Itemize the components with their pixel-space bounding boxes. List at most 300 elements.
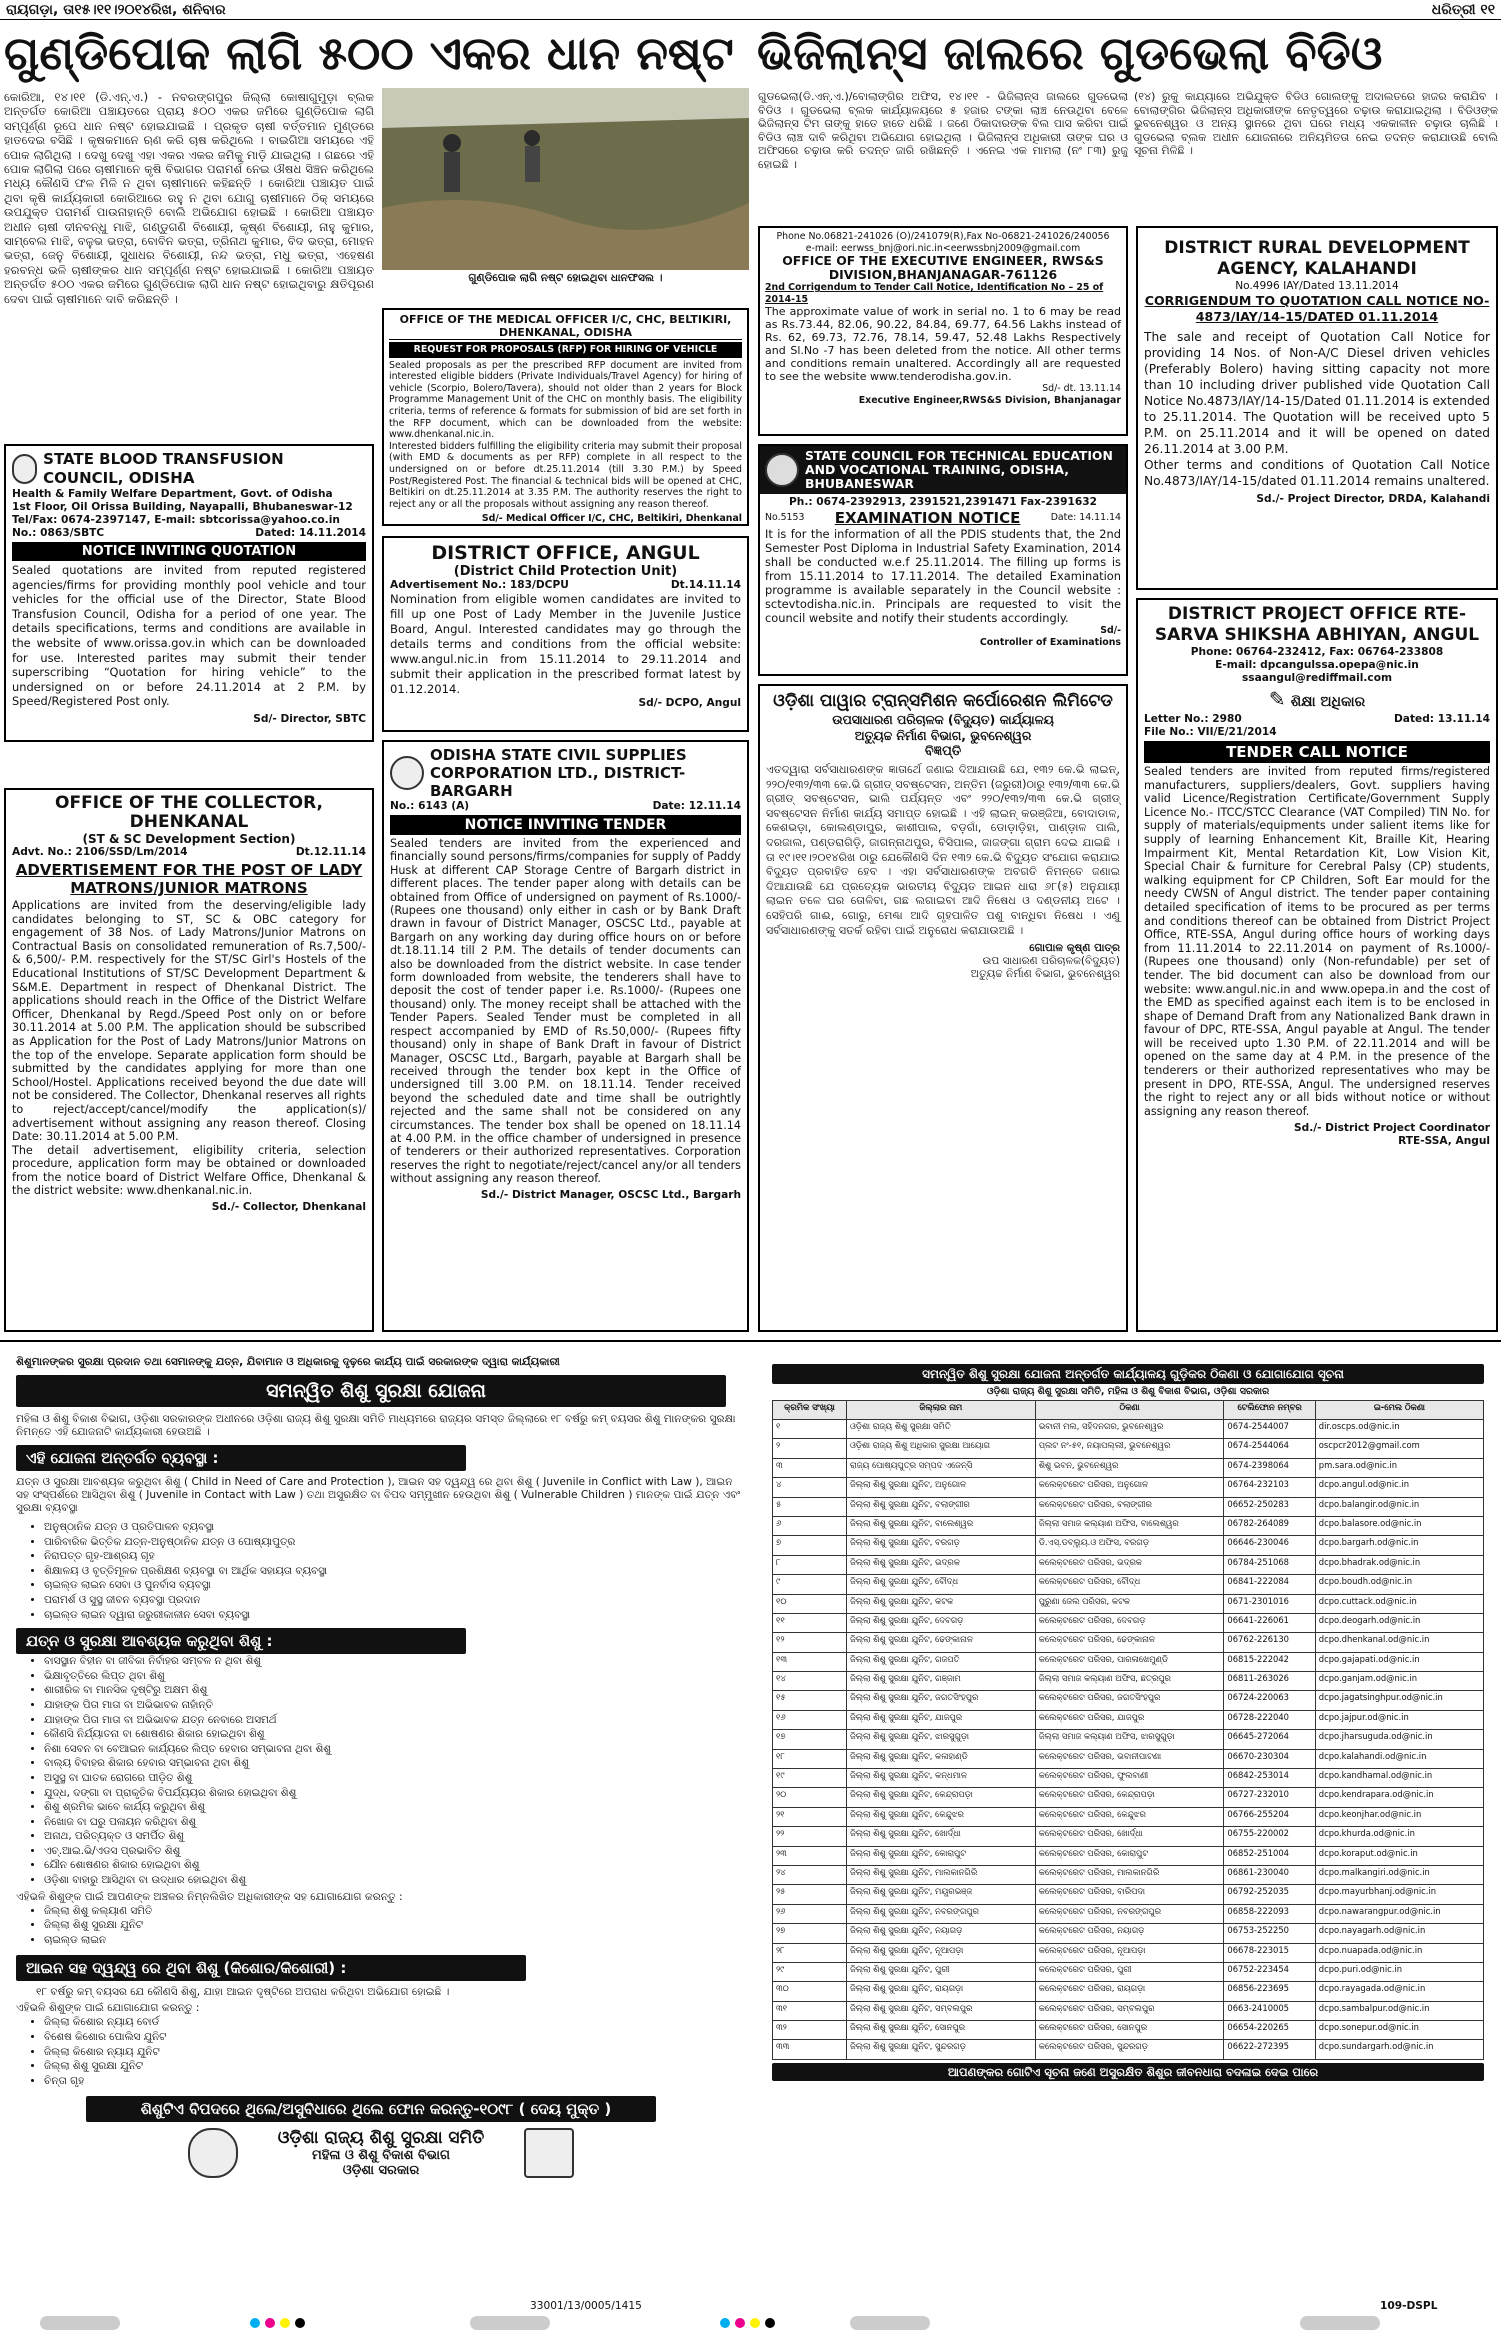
table-row	[773, 1497, 1484, 1516]
table-cell: dcpo.bhadrak.od@nic.in	[1315, 1555, 1483, 1574]
icps-list2-item: • ବାଲ୍ୟ ବିବାହର ଶିକାର ହେବାର ସମ୍ଭାବନା ଥିବା ଶିଶୁ	[44, 1756, 746, 1771]
ad-oscsc-sign: Sd./- District Manager, OSCSC Ltd., Bargarh	[480, 1188, 741, 1201]
contacts-header-row	[773, 1400, 1484, 1419]
table-cell: 06622-272395	[1224, 2040, 1315, 2059]
table-cell: ୪	[773, 1478, 847, 1497]
ad-angul-no: Advertisement No.: 183/DCPU	[390, 579, 569, 591]
ad-collector-no: Advt. No.: 2106/SSD/Lm/2014	[12, 846, 188, 858]
table-cell: ୨୪	[773, 1865, 847, 1884]
table-cell: dcpo.boudh.od@nic.in	[1315, 1575, 1483, 1594]
icps-list2	[16, 1654, 746, 1888]
table-cell: ଜିଲ୍ଲା ଶିଶୁ ସୁରକ୍ଷା ଯୁନିଟ, ନବରଙ୍ଗପୁର	[846, 1904, 1035, 1923]
icps-list1-item: • ଚାଇଲ୍ଡ ଲାଇନ ଦ୍ୱାରା ଜରୁରୀକାଳୀନ ସେବା ବ୍ୟବସ୍ଥା	[44, 1608, 746, 1623]
table-cell: ଜିଲ୍ଲା ଶିଶୁ ସୁରକ୍ଷା ଯୁନିଟ, ମୟୂରଭଞ୍ଜ	[846, 1885, 1035, 1904]
table-cell: dcpo.deogarh.od@nic.in	[1315, 1613, 1483, 1632]
ad-angul-sign: Sd/- DCPO, Angul	[638, 697, 741, 709]
ad-medical-sign: Sd/- Medical Officer I/C, CHC, Beltikiri, Dhenkanal	[481, 513, 742, 525]
table-cell: 06752-223454	[1224, 1962, 1315, 1981]
icps-list3-item: • ଚିନ୍ତା ଗୃହ	[44, 2074, 746, 2089]
table-cell: ୨୫	[773, 1885, 847, 1904]
table-cell: ୧	[773, 1419, 847, 1438]
icps-list2-item: • ଅନାଥ, ପରିତ୍ୟକ୍ତ ଓ ସମର୍ପିତ ଶିଶୁ	[44, 1829, 746, 1844]
table-row	[773, 1555, 1484, 1574]
ad-district-office-angul	[382, 536, 749, 732]
table-cell: ୨୭	[773, 1924, 847, 1943]
table-cell: ୧୧	[773, 1613, 847, 1632]
table-cell: ଓଡ଼ିଶା ରାଜ୍ୟ ଶିଶୁ ଅଧିକାର ସୁରକ୍ଷା ଆୟୋଗ	[846, 1439, 1035, 1458]
ad-collector-dhenkanal	[4, 788, 374, 1332]
ad-oscsc-bar: NOTICE INVITING TENDER	[390, 815, 741, 835]
ad-rwss-email: e-mail: eerwss_bnj@ori.nic.in<eerwssbnj2009@gmail.com	[805, 242, 1081, 254]
table-cell: ୧୫	[773, 1691, 847, 1710]
icps-list1-item: • ଶିକ୍ଷାଳୟ ଓ ବୃତ୍ତିମୂଳକ ପ୍ରଶିକ୍ଷଣ ବ୍ୟବସ୍ଥା ବା ଆର୍ଥିକ ସହାୟତା ବ୍ୟବସ୍ଥା	[44, 1564, 746, 1579]
table-cell: ଭବାନୀ ମଲ, ସହିଦନଗର, ଭୁବନେଶ୍ୱର	[1035, 1419, 1224, 1438]
table-cell: ଜିଲ୍ଲା ଶିଶୁ ସୁରକ୍ଷା ଯୁନିଟ, ମାଲକାନଗିରି	[846, 1865, 1035, 1884]
table-cell: oscpcr2012@gmail.com	[1315, 1439, 1483, 1458]
yellow-dot	[280, 2318, 290, 2328]
icps-contacts	[16, 1904, 746, 1948]
table-row	[773, 1439, 1484, 1458]
table-header-cell: କ୍ରମିକ ସଂଖ୍ୟା	[773, 1400, 847, 1419]
table-cell: 06724-220063	[1224, 1691, 1315, 1710]
table-cell: ୨୦	[773, 1788, 847, 1807]
table-cell: ୨୩	[773, 1846, 847, 1865]
table-cell: ଜିଲ୍ଲା ଶିଶୁ ସୁରକ୍ଷା ଯୁନିଟ, ପୁରୀ	[846, 1962, 1035, 1981]
icps-footer1: ଓଡ଼ିଶା ରାଜ୍ୟ ଶିଶୁ ସୁରକ୍ଷା ସମିତି	[277, 2128, 485, 2149]
table-cell: ଜିଲ୍ଲା ଶିଶୁ ସୁରକ୍ଷା ଯୁନିଟ, ଝାରସୁଗୁଡ଼ା	[846, 1730, 1035, 1749]
oscsc-logo-icon	[390, 756, 424, 790]
ad-code-left: 33001/13/0005/1415	[530, 2300, 642, 2312]
table-header-cell: ଟେଲିଫୋନ ନମ୍ବର	[1224, 1400, 1315, 1419]
ad-sctevt-date: Date: 14.11.14	[1050, 512, 1121, 524]
table-row	[773, 1633, 1484, 1652]
table-cell: dcpo.dhenkanal.od@nic.in	[1315, 1633, 1483, 1652]
table-cell: ଜିଲ୍ଲା ଶିଶୁ ସୁରକ୍ଷା ଯୁନିଟ, ବଲାଙ୍ଗୀର	[846, 1497, 1035, 1516]
table-cell: ଜିଲ୍ଲା ଶିଶୁ ସୁରକ୍ଷା ଯୁନିଟ, ବୌଦ୍ଧ	[846, 1575, 1035, 1594]
contacts-table-block	[772, 1364, 1484, 2304]
table-cell: 0674-2544064	[1224, 1439, 1315, 1458]
table-cell: କଲେକ୍ଟରେଟ ପରିସର, ଯାଜପୁର	[1035, 1710, 1224, 1729]
registration-mark	[470, 2316, 550, 2330]
table-row	[773, 1730, 1484, 1749]
table-cell: ୧୮	[773, 1749, 847, 1768]
ad-sctevt-ph: Ph.: 0674-2392913, 2391521,2391471 Fax-2391632	[789, 496, 1097, 508]
icps-contact-item: • ଚାଇଲ୍ଡ ଲାଇନ	[44, 1933, 746, 1948]
table-cell: ୨୧	[773, 1807, 847, 1826]
table-cell: 06782-264089	[1224, 1516, 1315, 1535]
icps-sec2: ଯତ୍ନ ଓ ସୁରକ୍ଷା ଆବଶ୍ୟକ କରୁଥିବା ଶିଶୁ :	[16, 1628, 466, 1654]
table-cell: dcpo.jagatsinghpur.od@nic.in	[1315, 1691, 1483, 1710]
ad-rtessa-letter: Letter No.: 2980	[1144, 713, 1242, 725]
table-cell: କଲେକ୍ଟରେଟ ପରିସର, ବୌଦ୍ଧ	[1035, 1575, 1224, 1594]
black-dot	[295, 2318, 305, 2328]
table-cell: 06841-222084	[1224, 1575, 1315, 1594]
icps-footer3: ଓଡ଼ିଶା ସରକାର	[342, 2163, 420, 2179]
icps-list2-item: • ଯୌନ ଶୋଷଣର ଶିକାର ହୋଇଥିବା ଶିଶୁ	[44, 1858, 746, 1873]
table-cell: ୩	[773, 1458, 847, 1477]
table-cell: ଶିଶୁ ଭବନ, ଭୁବନେଶ୍ୱର	[1035, 1458, 1224, 1477]
masthead	[0, 0, 1501, 20]
table-cell: dcpo.nawarangpur.od@nic.in	[1315, 1904, 1483, 1923]
icps-list2-item: • ଯାହାଙ୍କ ପିତା ମାତା ବା ଅଭିଭାବକ ନାହାଁନ୍ତି	[44, 1698, 746, 1713]
table-cell: କଲେକ୍ଟରେଟ ପରିସର, କୋରାପୁଟ	[1035, 1846, 1224, 1865]
table-row	[773, 1904, 1484, 1923]
icps-list1-item: • ପାରିବାରିକ ଭିତ୍ତିକ ଯତ୍ନ-ଅନୁଷ୍ଠାନିକ ଯତ୍ନ ଓ ପୋଷ୍ୟାପୁତ୍ର	[44, 1535, 746, 1550]
odisha-govt-emblem-icon	[524, 2128, 574, 2178]
table-cell: ଜିଲ୍ଲା ଶିଶୁ ସୁରକ୍ଷା ଯୁନିଟ, ସୋନପୁର	[846, 2021, 1035, 2040]
table-cell: 06678-223015	[1224, 1943, 1315, 1962]
table-cell: dcpo.nuapada.od@nic.in	[1315, 1943, 1483, 1962]
ad-oscsc-bargarh	[382, 740, 749, 1332]
table-cell: ଜିଲ୍ଲା ଶିଶୁ ସୁରକ୍ଷା ଯୁନିଟ, କନ୍ଧମାଳ	[846, 1769, 1035, 1788]
table-row	[773, 1613, 1484, 1632]
icps-sec1-text: ଯତ୍ନ ଓ ସୁରକ୍ଷା ଆବଶ୍ୟକ କରୁଥିବା ଶିଶୁ ( Child in Need of Care and Protection ), ଆଇନ ସହ ଦ୍ୱନ୍ଦ୍ୱ ରେ ଥିବା ଶିଶୁ ( Juvenile in Conflict with Law ), ଆଇନ ସହ ସଂସ୍ପର୍ଶରେ ଆସିଥିବା ଶିଶୁ ( Juvenile in Contact with Law ) ତଥା ଅସୁରକ୍ଷିତ ବା ବିପଦ ସମ୍ମୁଖୀନ ହେଉଥିବା ଶିଶୁ ( Vulnerable Children ) ମାନଙ୍କ ପାଇଁ ଯତ୍ନ ଏବଂ ସୁରକ୍ଷା ବ୍ୟବସ୍ଥା	[16, 1476, 741, 1514]
sbtc-logo-icon	[12, 454, 37, 484]
table-row	[773, 1982, 1484, 2001]
ad-rwss-ident: 2nd Corrigendum to Tender Call Notice, Identification No – 25 of 2014-15	[765, 282, 1104, 305]
ad-rtessa-phone: Phone: 06764-232412, Fax: 06764-233808	[1190, 646, 1444, 658]
contacts-footer: ଆପଣଙ୍କର ଗୋଟିଏ ସୂଚନା ଜଣେ ଅସୁରକ୍ଷିତ ଶିଶୁର ଜୀବନଧାରା ବଦଳାଇ ଦେଇ ପାରେ	[772, 2063, 1484, 2081]
ad-optcl	[758, 684, 1128, 1332]
table-cell: dcpo.sundargarh.od@nic.in	[1315, 2040, 1483, 2059]
table-cell: ଜିଲ୍ଲା ଶିଶୁ ସୁରକ୍ଷା ଯୁନିଟ, ନୟାଗଡ଼	[846, 1924, 1035, 1943]
registration-mark	[850, 2316, 930, 2330]
ad-rwss-bhanjanagar	[758, 226, 1128, 436]
icps-list3-item: • ଜିଲ୍ଲା କିଶୋର ନ୍ୟାୟ ବୋର୍ଡ	[44, 2015, 746, 2030]
table-cell: ୨୯	[773, 1962, 847, 1981]
table-cell: dcpo.ganjam.od@nic.in	[1315, 1672, 1483, 1691]
ad-collector-title: OFFICE OF THE COLLECTOR, DHENKANAL	[55, 793, 323, 832]
ad-angul-body: Nomination from eligible women candidates are invited to fill up one Post of Lady Member in the Juvenile Justice Board, Angul. Interested candidates may go through the details terms and conditions from the official website: www.angul.nic.in from 15.11.2014 to 29.11.2014 and submit their application in the prescribed format latest by 01.12.2014.	[390, 592, 741, 696]
table-row	[773, 1846, 1484, 1865]
table-row	[773, 1924, 1484, 1943]
ad-medical-officer	[382, 308, 749, 526]
table-cell: କଲେକ୍ଟରେଟ ପରିସର, ବଲାଙ୍ଗୀର	[1035, 1497, 1224, 1516]
table-cell: ଜିଲ୍ଲା ଶିଶୁ ସୁରକ୍ଷା ଯୁନିଟ, ନୂଆପଡ଼ା	[846, 1943, 1035, 1962]
ad-medical-body2: Interested bidders fulfilling the eligibility criteria may submit their proposal (with EMD & documents as per RFP) complete in all respect to the undersigned on or before dt.25.11.2014 (till 3.30 P.M.) by Speed Post/Registered Post. The financial & technical bids will be opened at CHC, Beltikiri on dt.25.11.2014 at 3.35 P.M. The authority reserves the right to reject any or all the proposals without assigning any reason thereof.	[389, 440, 742, 510]
sctevt-logo-icon	[765, 453, 799, 487]
table-cell: dcpo.keonjhar.od@nic.in	[1315, 1807, 1483, 1826]
ad-oscsc-title: ODISHA STATE CIVIL SUPPLIES CORPORATION LTD., DISTRICT- BARGARH	[430, 746, 687, 800]
ad-collector-sub: (ST & SC Development Section)	[82, 832, 296, 846]
table-cell: କଲେକ୍ଟରେଟ ପରିସର, ଦେବଗଡ଼	[1035, 1613, 1224, 1632]
ad-collector-body2: The detail advertisement, eligibility criteria, selection procedure, application form may be obtained or downloaded from the notice board of District Welfare Office, Dhenkanal & the district website: www.dhenkanal.nic.in.	[12, 1143, 366, 1198]
story1-photo	[382, 88, 749, 270]
table-cell: 06727-232010	[1224, 1788, 1315, 1807]
table-row	[773, 1575, 1484, 1594]
table-cell: ୧୦	[773, 1594, 847, 1613]
ad-medical-bar: REQUEST FOR PROPOSALS (RFP) FOR HIRING OF VEHICLE	[389, 342, 742, 358]
table-cell: ଜିଲ୍ଲା ଶିଶୁ ସୁରକ୍ଷା ଯୁନିଟ, ଖୋର୍ଦ୍ଧା	[846, 1827, 1035, 1846]
story1-text: କୋରିଆ, ୧୪।୧୧ (ଡି.ଏନ୍.ଏ.) - ନବରଙ୍ଗପୁର ଜିଲ୍ଲା କୋଷାଗୁମୁଡ଼ା ବ୍ଲକ ଅନ୍ତର୍ଗତ କୋରିଆ ପଞ୍ଚାୟତରେ ପ୍ରାୟ ୫୦୦ ଏକର ଜମିରେ ଗୁଣ୍ଡିପୋକ ଲାଗି ସମ୍ପୂର୍ଣ୍ଣ ରୂପେ ଧାନ ନଷ୍ଟ ହୋଇଯାଇଛି । ପ୍ରକୃତ ଚାଷୀ ବର୍ତ୍ତମାନ ମୁଣ୍ଡରେ ହାତଦେଇ ବସିଛି । କୃଷକମାନେ ଋଣ କରି ଚାଷ କରିଥିଲେ । ବାଇଗିଆ ସମୟରେ ଏହି ପୋକ ଲାଗିଥିଲା । ଦେଖୁ ଦେଖୁ ଏହା ଏକର ଏକର ଜମିକୁ ମାଡ଼ି ଯାଇଥିଲା । ଗଛରେ ଏହି ପୋକ ଲାଗିଲା ପରେ ଚାଷୀମାନେ କୃଷି ବିଭାଗର ପରାମର୍ଶ ନେଇ ଔଷଧ ସିଞ୍ଚନ କରିଥିଲେ ମଧ୍ୟ କୌଣସି ଫଳ ମିଳି ନ ଥିବା ଚାଷୀମାନେ କହିଛନ୍ତି । କୋରିଆ ପଞ୍ଚାୟତ ପାଇଁ ଥିବା କୃଷି କାର୍ଯ୍ୟକାରୀ କୋରିଆରେ ରହୁ ନ ଥିବା ଯୋଗୁ ଚାଷୀମାନେ ଠିକ୍ ସମୟରେ ଉପଯୁକ୍ତ ପରାମର୍ଶ ପାଉନାହାନ୍ତି ବୋଲି ଅଭିଯୋଗ ହୋଇଛି । କୋରିଆ ପଞ୍ଚାୟତ ଅଧୀନ ଚାଷୀ ଦୀନବନ୍ଧୁ ମାଝି, ଗଣ୍ଡୁଗଣି ବିଶୋୟୀ, କୃଷ୍ଣ ବିଶୋୟୀ, ନାହୁ କୁମାର, ସାମ୍ବେଲ ମାଝି, ବଳୁଭ ଭତ୍ରା, ବୋବିନ ଭତ୍ରା, ତ୍ରିନାଥ କୁମାର, ବିଦ ଭତ୍ରା, ମୋହନ ଭତ୍ରା, ଜେନୁ ବିଶୋୟୀ, ସୁଧାଧର ବିଶୋୟୀ, ନନ୍ଦ ଭତ୍ରା, ମଧୁ ଭତ୍ରା, ଏହେଷଣ ହରବନ୍ଧ ଭଳି ଚାଷୀଙ୍କର ଧାନ ସମ୍ପୂର୍ଣ୍ଣ ନଷ୍ଟ ହୋଇଯାଇଛି । କୋରିଆ ପଞ୍ଚାୟତ ଅନ୍ତର୍ଗତ ୫୦୦ ଏକର ଜମିରେ ଗୁଣ୍ଡିପୋକ ଲାଗି ଧାନ ନଷ୍ଟ ହୋଇଥିବାରୁ କ୍ଷତିପୂରଣ ଦେବା ପାଇଁ ଚାଷୀମାନେ ଦାବି କରିଛନ୍ତି ।	[4, 90, 374, 306]
table-cell: 06755-220002	[1224, 1827, 1315, 1846]
table-row	[773, 1672, 1484, 1691]
table-cell: କଲେକ୍ଟରେଟ ପରିସର, ସୁନ୍ଦରଗଡ଼	[1035, 2040, 1224, 2059]
table-header-cell: ଜିଲ୍ଲାର ନାମ	[846, 1400, 1035, 1419]
registration-mark	[1300, 2316, 1380, 2330]
table-cell: ୭	[773, 1536, 847, 1555]
table-cell: କଲେକ୍ଟରେଟ ପରିସର, ଭଦ୍ରକ	[1035, 1555, 1224, 1574]
table-cell: କଲେକ୍ଟରେଟ ପରିସର, ନୂଆପଡ଼ା	[1035, 1943, 1224, 1962]
table-cell: କଲେକ୍ଟରେଟ ପରିସର, ମାଲକାନଗିରି	[1035, 1865, 1224, 1884]
icps-intro-top: ଶିଶୁମାନଙ୍କର ସୁରକ୍ଷା ପ୍ରଦାନ ତଥା ସେମାନଙ୍କୁ ଯତ୍ନ, ଯିବାମାନ ଓ ଅଧିକାରକୁ ଦୃଢ଼ରେ କାର୍ଯ୍ୟ ପାଇଁ ସରକାରଙ୍କ ଦ୍ୱାରା କାର୍ଯ୍ୟକାରୀ	[16, 1356, 560, 1368]
paddy-field-image	[382, 88, 749, 270]
registration-mark	[40, 2316, 120, 2330]
ad-rwss-body: The approximate value of work in serial no. 1 to 6 may be read as Rs.73.44, 82.06, 90.22, 84.84, 69.77, 64.56 Lakhs instead of Rs. 62, 69.73, 72.76, 78.14, 59.47, 52.48 Lakhs Respectively and Sl.No -7 has been deleted from the notice. All other terms and conditions remain unaltered. Accordingly all are requested to see the website www.tenderodisha.gov.in.	[765, 305, 1121, 384]
icps-list2-item: • ଯୁଦ୍ଧ, ଦଙ୍ଗା ବା ପ୍ରାକୃତିକ ବିପର୍ଯ୍ୟୟର ଶିକାର ହୋଇଥିବା ଶିଶୁ	[44, 1786, 746, 1801]
ad-drda-body2: Other terms and conditions of Quotation Call Notice No.4873/IAY/14-15/dated 01.11.2014 remains unaltered.	[1144, 458, 1490, 488]
ad-optcl-sub2: ଅତ୍ୟୁଚ୍ଚ ନିର୍ମାଣ ବିଭାଗ, ଭୁବନେଶ୍ୱର	[854, 728, 1032, 743]
ad-drda-kalahandi	[1136, 226, 1498, 590]
table-row	[773, 2001, 1484, 2020]
table-cell: 06861-230040	[1224, 1865, 1315, 1884]
table-cell: ୫	[773, 1497, 847, 1516]
ad-collector-body: Applications are invited from the deserving/eligible lady candidates belonging to ST, SC & OBC category for engagement of 38 Nos. of Lady Matrons/Junior Matrons on Contractual Basis on consolidated remuneration of Rs.7,500/- & 6,500/- P.M. respectively for the ST/SC Girl's Hostels of the Educational Institutions of ST/SC Development Department & S&M.E. Department in respect of Dhenkanal District. The applications should reach in the Office of the District Welfare Officer, Dhenkanal by Regd./Speed Post only on or before 30.11.2014 at 5.00 P.M. The application should be subscribed as Application for the Post of Lady Matrons/Junior Matrons on the top of the envelope. Separate application form should be submitted by the candidates applying for more than one School/Hostel. Applications received beyond the due date will not be considered. The Collector, Dhenkanal reserves all rights to reject/accept/cancel/modify the application(s)/ advertisement without assigning any reason thereof. Closing Date: 30.11.2014 at 5.00 P.M.	[12, 899, 366, 1144]
table-cell: ୬	[773, 1516, 847, 1535]
table-cell: 06762-226130	[1224, 1633, 1315, 1652]
table-cell: ପୁରୁଣା ଜେଲ ପରିସର, କଟକ	[1035, 1594, 1224, 1613]
table-row	[773, 1652, 1484, 1671]
table-cell: dcpo.puri.od@nic.in	[1315, 1962, 1483, 1981]
table-row	[773, 1943, 1484, 1962]
table-cell: ଓଡ଼ିଶା ରାଜ୍ୟ ଶିଶୁ ସୁରକ୍ଷା ସମିତି	[846, 1419, 1035, 1438]
oscps-logo-icon	[188, 2128, 238, 2178]
table-cell: ଜିଲ୍ଲା ଶିଶୁ ସୁରକ୍ଷା ଯୁନିଟ, କୋରାପୁଟ	[846, 1846, 1035, 1865]
table-cell: ଜିଲ୍ଲା ଶିଶୁ ସୁରକ୍ଷା ଯୁନିଟ, ସୁନ୍ଦରଗଡ଼	[846, 2040, 1035, 2059]
table-cell: ୨୨	[773, 1827, 847, 1846]
table-header-cell: ଇ-ମେଲ ଠିକଣା	[1315, 1400, 1483, 1419]
ad-rwss-date: Sd/- dt. 13.11.14	[1042, 383, 1121, 395]
story2-col2: (୧୪) ରୁକୁ କାଯ୍ୟାରେ ଅଭିଯୁକ୍ତ ବିଡିଓ ଗୋଲଙ୍କୁ ଅଦାଲତରେ ହାଜର କରାଯିବ । ବୋଲାଙ୍ଗିର ଭିଜିଲାନ୍ସ ଅଧିକାରୀଙ୍କ ନେତୃତ୍ୱରେ ଚଢ଼ାଉ କରାଯାଇଥିଲା । ବିଡିଓଙ୍କ ଭୁବନେଶ୍ୱର ଓ ଅନ୍ୟ ସ୍ଥାନରେ ଥିବା ଘରେ ମଧ୍ୟ ଏକକାଳୀନ ଚଢ଼ାଉ ଚାଲିଛି । ଗୁଡଭେଲା ବ୍ଲକ ଅଧୀନ ଯୋଜନାରେ ଅନିୟମିତତା ନେଇ ତଦନ୍ତ କରାଯାଉଛି ବୋଲି ସୂଚନା ମିଳିଛି ।	[1134, 90, 1498, 158]
ad-blood-bar: NOTICE INVITING QUOTATION	[12, 542, 366, 561]
table-cell: dcpo.jajpur.od@nic.in	[1315, 1710, 1483, 1729]
ad-sctevt-title: STATE COUNCIL FOR TECHNICAL EDUCATION AND VOCATIONAL TRAINING, ODISHA, BHUBANESWAR	[805, 448, 1113, 491]
ad-blood-body: Sealed quotations are invited from reputed registered agencies/firms for providing monthly pool vehicle and tour vehicles for the official use of the Director, State Blood Transfusion Council, Odisha for a period of one year. The details specifications, terms and conditions are available in the website of www.orissa.gov.in which can be downloaded for use. Interested parites may submit their tender superscribing “Quotation for hiring vehicle” to the undersigned on or before 24.11.2014 at 2 P.M. by Speed/Registered Post only.	[12, 563, 366, 709]
contacts-subtitle: ଓଡ଼ିଶା ରାଜ୍ୟ ଶିଶୁ ସୁରକ୍ଷା ସମିତି, ମହିଳା ଓ ଶିଶୁ ବିକାଶ ବିଭାଗ, ଓଡ଼ିଶା ସରକାର	[986, 1386, 1270, 1397]
ad-rte-ssa-angul	[1136, 598, 1498, 1332]
ad-optcl-sign2: ଉପ ସାଧାରଣ ପରିଚାଳକ(ବିଦ୍ୟୁତ)	[982, 955, 1120, 968]
cyan-dot	[250, 2318, 260, 2328]
icps-sec3-text: ୧୮ ବର୍ଷରୁ କମ୍ ବୟସର ଯେ କୌଣସି ଶିଶୁ, ଯାହା ଆଇନ ଦୃଷ୍ଟିରେ ଅପରାଧ କରିଥିବା ଅଭିଯୋଗ ହୋଇଛି ।	[36, 1986, 450, 1999]
ad-angul-date: Dt.14.11.14	[670, 579, 741, 591]
ad-drda-body: The sale and receipt of Quotation Call Notice for providing 14 Nos. of Non-A/C Diesel driven vehicles (Preferably Bolero) having sitting capacity not more than 10 including driver published vide Quotation Call Notice No.4873/IAY/14-15/Dated 01.11.2014 is extended to 25.11.2014. The Quotation will be received upto 5 P.M. on 25.11.2014 and it will be opened on dated 26.11.2014 at 3.00 P.M.	[1144, 330, 1490, 456]
table-cell: ପ୍ଲଟ ନଂ-୫୧, ନୟାପଲ୍ଲୀ, ଭୁବନେଶ୍ୱର	[1035, 1439, 1224, 1458]
table-cell: dir.oscps.od@nic.in	[1315, 1419, 1483, 1438]
table-row	[773, 1536, 1484, 1555]
table-cell: dcpo.mayurbhanj.od@nic.in	[1315, 1885, 1483, 1904]
ad-medical-body: Sealed proposals as per the prescribed RFP document are invited from interested eligible bidders (Private Individuals/Travel Agency) for hiring of vehicle (Scorpio, Bolero/Tavera), should not older than 2 years for Block Programme Management Unit of the CHC on monthly basis. The eligibility criteria, terms of reference & formats for submission of bid are set forth in the RFP document, which can be downloaded from the website: www.dhenkanal.nic.in.	[389, 359, 742, 441]
table-cell: କଲେକ୍ଟରେଟ ପରିସର, ସୋନପୁର	[1035, 2021, 1224, 2040]
ad-collector-sign: Sd./- Collector, Dhenkanal	[211, 1201, 366, 1214]
table-cell: କଲେକ୍ଟରେଟ ପରିସର, ଫୁଲବାଣୀ	[1035, 1769, 1224, 1788]
table-row	[773, 1788, 1484, 1807]
table-cell: dcpo.kandhamal.od@nic.in	[1315, 1769, 1483, 1788]
ad-angul-title: DISTRICT OFFICE, ANGUL	[431, 542, 700, 564]
table-cell: 06654-220265	[1224, 2021, 1315, 2040]
ad-blood-tel: Tel/Fax: 0674-2397147, E-mail: sbtcorissa@yahoo.co.in	[12, 514, 340, 526]
table-cell: dcpo.nayagarh.od@nic.in	[1315, 1924, 1483, 1943]
icps-list1	[16, 1520, 746, 1622]
table-cell: 06858-222093	[1224, 1904, 1315, 1923]
table-cell: ୧୪	[773, 1672, 847, 1691]
icps-sec3-intro: ଏହିଭଳି ଶିଶୁଙ୍କ ପାଇଁ ଯୋଗାଯୋଗ କରନ୍ତୁ :	[16, 2002, 200, 2015]
table-cell: ଜିଲ୍ଲା ଶିଶୁ ସୁରକ୍ଷା ଯୁନିଟ, ଦେବଗଡ଼	[846, 1613, 1035, 1632]
ad-sctevt-sign2: Controller of Examinations	[979, 636, 1121, 648]
ad-rtessa-email2: ssaangul@rediffmail.com	[1241, 672, 1393, 684]
table-cell: ଜିଲ୍ଲା ଶିଶୁ ସୁରକ୍ଷା ଯୁନିଟ, କେନ୍ଦ୍ରାପଡ଼ା	[846, 1788, 1035, 1807]
ad-code-right: 109-DSPL	[1380, 2300, 1438, 2312]
table-cell: 0663-2410005	[1224, 2001, 1315, 2020]
table-row	[773, 1749, 1484, 1768]
table-cell: ଜିଲ୍ଲା ଶିଶୁ ସୁରକ୍ଷା ଯୁନିଟ, ଜଗତସିଂହପୁର	[846, 1691, 1035, 1710]
table-row	[773, 2040, 1484, 2059]
ad-rtessa-sign2: RTE-SSA, Angul	[1398, 1135, 1490, 1148]
ad-rtessa-bar: TENDER CALL NOTICE	[1144, 741, 1490, 763]
icps-helpline: ଶିଶୁଟିଏ ବିପଦରେ ଥିଲେ/ଅସୁବିଧାରେ ଥିଲେ ଫୋନ କରନ୍ତୁ-୧୦୯୮ ( ଦେୟ ମୁକ୍ତ )	[86, 2096, 656, 2122]
ad-blood-date: Dated: 14.11.2014	[255, 527, 366, 539]
table-cell: କଲେକ୍ଟରେଟ ପରିସର, ନବରଙ୍ଗପୁର	[1035, 1904, 1224, 1923]
ad-sctevt-body: It is for the information of all the PDIS students that, the 2nd Semester Post Diploma in Industrial Safety Examination, 2014 shall be conducted w.e.f 25.11.2014. The filling up forms is from 15.11.2014 to 17.11.2014. The detailed Examination programme is available separately in the Council website : sctevtodisha.nic.in. Principals are requested to visit the council website and notify their students accordingly.	[765, 527, 1121, 625]
table-cell: 06645-272064	[1224, 1730, 1315, 1749]
table-cell: ୯	[773, 1575, 847, 1594]
table-cell: dcpo.malkangiri.od@nic.in	[1315, 1865, 1483, 1884]
masthead-date: ରାୟଗଡ଼ା, ତା୧୫।୧୧।୨୦୧୪ରିଖ, ଶନିବାର	[6, 2, 226, 18]
table-cell: ଜିଲ୍ଲା ଶିଶୁ ସୁରକ୍ଷା ଯୁନିଟ, କଳାହାଣ୍ଡି	[846, 1749, 1035, 1768]
table-cell: କଲେକ୍ଟରେଟ ପରିସର, ପାରଳାଖେମୁଣ୍ଡି	[1035, 1652, 1224, 1671]
table-cell: 06641-226061	[1224, 1613, 1315, 1632]
table-cell: dcpo.cuttack.od@nic.in	[1315, 1594, 1483, 1613]
ad-oscsc-no: No.: 6143 (A)	[390, 800, 470, 812]
ad-optcl-sign1: ଗୋପାଳ କୃଷ୍ଣ ପାତ୍ର	[1029, 942, 1120, 955]
table-row	[773, 1885, 1484, 1904]
table-cell: ଜିଲ୍ଲା ଶିଶୁ ସୁରକ୍ଷା ଯୁନିଟ, ଢେଙ୍କାନାଳ	[846, 1633, 1035, 1652]
table-cell: dcpo.gajapati.od@nic.in	[1315, 1652, 1483, 1671]
table-cell: dcpo.sambalpur.od@nic.in	[1315, 2001, 1483, 2020]
table-cell: ରାଜ୍ୟ ପୋଷ୍ୟପୁତ୍ର ସମ୍ପଦ ଏଜେନ୍ସି	[846, 1458, 1035, 1477]
icps-list2-item: • ନିଶା ସେବନ ବା ବେଆଇନ କାର୍ଯ୍ୟରେ ଲିପ୍ତ ହେବାର ସମ୍ଭାବନା ଥିବା ଶିଶୁ	[44, 1742, 746, 1757]
table-row	[773, 1691, 1484, 1710]
table-cell: ୧୯	[773, 1769, 847, 1788]
contacts-title: ସମନ୍ୱିତ ଶିଶୁ ସୁରକ୍ଷା ଯୋଜନା ଅନ୍ତର୍ଗତ କାର୍ଯ୍ୟାଳୟ ଗୁଡ଼ିକର ଠିକଣା ଓ ଯୋଗାଯୋଗ ସୂଚନା	[772, 1364, 1484, 1384]
table-cell: dcpo.khurda.od@nic.in	[1315, 1827, 1483, 1846]
ad-rtessa-logo: ଶିକ୍ଷା ଅଧିକାର	[1290, 694, 1366, 710]
ad-drda-heading: CORRIGENDUM TO QUOTATION CALL NOTICE NO-4873/IAY/14-15/DATED 01.11.2014	[1144, 293, 1490, 324]
icps-list2-item: • କୌଣସି ନିର୍ଯ୍ୟାତନା ବା ଶୋଷଣର ଶିକାର ହୋଇଥିବା ଶିଶୁ	[44, 1727, 746, 1742]
table-cell: dcpo.balangir.od@nic.in	[1315, 1497, 1483, 1516]
table-cell: 06670-230304	[1224, 1749, 1315, 1768]
story1-photo-caption: ଗୁଣ୍ଡିପୋକ ଲାଗି ନଷ୍ଟ ହୋଇଥିବା ଧାନଫସଲ ।	[468, 272, 663, 284]
table-row	[773, 1827, 1484, 1846]
icps-list3-item: • ବିଶେଷ କିଶୋର ପୋଲିସ ଯୁନିଟ	[44, 2030, 746, 2045]
story2-col1: ଗୁଡଭେଲା(ଡି.ଏନ୍.ଏ.)/ବୋଲାଙ୍ଗିର ଅଫିସ, ୧୪।୧୧ - ଭିଜିଲାନ୍ସ ଜାଲରେ ଗୁଡଭେଲା ବିଡିଓ । ଗୁଡଭେଲା ବ୍ଲକ କାର୍ଯ୍ୟାଳୟରେ ୫ ହଜାର ଟଙ୍କା ଲାଞ୍ଚ ନେଉଥିବା ବେଳେ ଭିଜିଲାନ୍ସ ଟିମ ତାଙ୍କୁ ହାତେ ହାତେ ଧରିଛି । ଜଣେ ଠିକାଦାରଙ୍କ ବିଲ ପାସ କରିବା ପାଇଁ ବିଡିଓ ଲାଞ୍ଚ ଦାବି କରିଥିବା ଅଭିଯୋଗ ହୋଇଥିଲା । ଭିଜିଲାନ୍ସ ଅଧିକାରୀ ତାଙ୍କ ଘର ଓ ଅଫିସରେ ଚଢ଼ାଉ କରି ତଦନ୍ତ ଜାରି ରଖିଛନ୍ତି । ଏନେଇ ଏକ ମାମଲା (ନଂ ୮୩) ରୁଜୁ ହୋଇଛି ।	[758, 90, 1128, 171]
ad-rtessa-sign1: Sd./- District Project Coordinator	[1293, 1122, 1490, 1135]
table-cell: ୨	[773, 1439, 847, 1458]
ad-sctevt-heading: EXAMINATION NOTICE	[834, 509, 1021, 527]
ad-blood-addr: 1st Floor, Oil Orissa Building, Nayapalli, Bhubaneswar-12	[12, 501, 353, 513]
table-cell: ଜିଲ୍ଲା ଶିଶୁ ସୁରକ୍ଷା ଯୁନିଟ, କଟକ	[846, 1594, 1035, 1613]
table-cell: dcpo.rayagada.od@nic.in	[1315, 1982, 1483, 2001]
ad-rwss-sign: Executive Engineer,RWS&S Division, Bhanjanagar	[858, 394, 1121, 406]
headline-right: ଭିଜିଲାନ୍ସ ଜାଲରେ ଗୁଡଭେଲା ବିଡିଓ	[757, 26, 1383, 80]
icps-list3-item: • ଜିଲ୍ଲା କିଶୋର ନ୍ୟାୟ ଯୁନିଟ	[44, 2045, 746, 2060]
table-row	[773, 2021, 1484, 2040]
section-divider	[0, 1340, 1501, 1342]
ad-blood-title: STATE BLOOD TRANSFUSION COUNCIL, ODISHA	[43, 450, 284, 487]
table-cell: 06646-230046	[1224, 1536, 1315, 1555]
ad-sctevt-sign1: Sd/-	[1100, 625, 1121, 636]
icps-block	[16, 1356, 746, 2296]
ad-optcl-sub3: ବିଜ୍ଞପ୍ତି	[924, 744, 962, 759]
ad-blood-sub: Health & Family Welfare Department, Govt. of Odisha	[12, 488, 333, 500]
table-cell: 06728-222040	[1224, 1710, 1315, 1729]
table-cell: କଲେକ୍ଟରେଟ ପରିସର, ଢେଙ୍କାନାଳ	[1035, 1633, 1224, 1652]
icps-list3	[16, 2015, 746, 2088]
ad-collector-heading: ADVERTISEMENT FOR THE POST OF LADY MATRONS/JUNIOR MATRONS	[15, 861, 363, 897]
contacts-table	[772, 1400, 1484, 2060]
icps-sec3: ଆଇନ ସହ ଦ୍ୱନ୍ଦ୍ୱ ରେ ଥିବା ଶିଶୁ (କିଶୋର/କିଶୋରୀ) :	[16, 1955, 526, 1981]
table-cell: dcpo.kendrapara.od@nic.in	[1315, 1788, 1483, 1807]
table-row	[773, 1478, 1484, 1497]
headline-left: ଗୁଣ୍ଡିପୋକ ଲାଗି ୫୦୦ ଏକର ଧାନ ନଷ୍ଟ	[4, 26, 734, 80]
table-cell: କଲେକ୍ଟରେଟ ପରିସର, ବାରିପଦା	[1035, 1885, 1224, 1904]
icps-list2-item: • ଯାହାଙ୍କ ପିତା ମାତା ବା ଅଭିଭାବକ ଯତ୍ନ ନେବାରେ ଅସମର୍ଥ	[44, 1713, 746, 1728]
icps-list1-item: • ନିରାପତ୍ତ ଗୃହ-ଆଶ୍ରୟ ଗୃହ	[44, 1549, 746, 1564]
table-cell: ୧୩	[773, 1652, 847, 1671]
table-cell: 06753-252250	[1224, 1924, 1315, 1943]
ad-rtessa-title: DISTRICT PROJECT OFFICE RTE-SARVA SHIKSHA ABHIYAN, ANGUL	[1154, 604, 1480, 645]
ad-rtessa-date: Dated: 13.11.14	[1394, 713, 1490, 725]
table-cell: ଜିଲ୍ଲା ଶିଶୁ ସୁରକ୍ଷା ଯୁନିଟ, କେନ୍ଦୁଝର	[846, 1807, 1035, 1826]
ad-drda-sign: Sd./- Project Director, DRDA, Kalahandi	[1256, 493, 1490, 505]
table-row	[773, 1769, 1484, 1788]
ad-rtessa-body: Sealed tenders are invited from reputed firms/registered manufacturers, suppliers/dealers, Govt. suppliers having valid Licence/Registration Certificate/Government Supply Licence No.- ITCC/STCC Clearance (VAT Compiled) TIN No. for supply of materials/equipments under salient items like for supply of learning Enhancement Kit, Braille Kit, Hearing Impairment Kit, Mental Retardation Kit, Low Vision Kit, Special Chair & furniture for Cerebral Palsy (CP) students, walking equipment for CP Children, Soft Ear mould for the needy CWSN of Angul district. The tender paper containing detailed specification of items to be procured as per terms and conditions thereof can be obtained from District Project Office, RTE-SSA, Angul during office hours of working days from 11.11.2014 to 22.11.2014 on payment of Rs.1000/- (Rupees one thousand) only (Non-refundable) per set of tender. The bid document can also be download from our website: www.angul.nic.in and www.opepa.in and the cost of the EMD as specified against each item is to be enclosed in shape of Demand Draft from any Nationalized Bank drawn in favour of DPC, RTE-SSA, Angul payable at Angul. The tender will be received upto 1.30 P.M. of 22.11.2014 and will be opened on the same day at 4 P.M. in the presence of the tenderers or their authorized representatives who may be present in DPO, RTE-SSA, Angul. The undersigned reserves the right to reject any or all bids without notice or without assigning any reason thereof.	[1144, 765, 1490, 1118]
icps-list2-item: • ଅସୁସ୍ଥ ବା ଘାତକ ରୋଗରେ ପୀଡ଼ିତ ଶିଶୁ	[44, 1771, 746, 1786]
ad-sctevt	[758, 444, 1128, 676]
table-cell: ୮	[773, 1555, 847, 1574]
magenta-dot	[265, 2318, 275, 2328]
icps-list2-item: • ଏଚ୍.ଆଇ.ଭି/ଏଡସ ପ୍ରଭାବିତ ଶିଶୁ	[44, 1844, 746, 1859]
ad-oscsc-date: Date: 12.11.14	[652, 800, 741, 812]
table-cell: 06792-252035	[1224, 1885, 1315, 1904]
table-row	[773, 1594, 1484, 1613]
table-cell: ୩୨	[773, 2021, 847, 2040]
ad-rwss-title: OFFICE OF THE EXECUTIVE ENGINEER, RWS&S DIVISION,BHANJANAGAR-761126	[782, 253, 1104, 283]
icps-list2-item: • ଶାରୀରିକ ବା ମାନସିକ ଦୃଷ୍ଟିରୁ ଅକ୍ଷମ ଶିଶୁ	[44, 1683, 746, 1698]
table-cell: pm.sara.od@nic.in	[1315, 1458, 1483, 1477]
table-cell: ଜିଲ୍ଲା ଶିଶୁ ସୁରକ୍ଷା ଯୁନିଟ, ବାଲେଶ୍ୱର	[846, 1516, 1035, 1535]
table-cell: କଲେକ୍ଟରେଟ ପରିସର, ରାୟଗଡ଼ା	[1035, 1982, 1224, 2001]
table-cell: dcpo.bargarh.od@nic.in	[1315, 1536, 1483, 1555]
table-cell: ଜିଲ୍ଲା ଶିଶୁ ସୁରକ୍ଷା ଯୁନିଟ, ସମ୍ବଲପୁର	[846, 2001, 1035, 2020]
icps-list3-item: • ଜିଲ୍ଲା ଶିଶୁ ସୁରକ୍ଷା ଯୁନିଟ	[44, 2059, 746, 2074]
table-cell: 0674-2544007	[1224, 1419, 1315, 1438]
table-cell: 06856-223695	[1224, 1982, 1315, 2001]
table-cell: କଲେକ୍ଟରେଟ ପରିସର, ଜଗତସିଂହପୁର	[1035, 1691, 1224, 1710]
table-cell: ଜିଲ୍ଲା ସମାଜ କଲ୍ୟାଣ ଅଫିସ, ବାଲେଶ୍ୱର	[1035, 1516, 1224, 1535]
table-cell: ଜିଲ୍ଲା ଶିଶୁ ସୁରକ୍ଷା ଯୁନିଟ, ଗଞ୍ଜାମ	[846, 1672, 1035, 1691]
table-cell: ଜିଲ୍ଲା ଶିଶୁ ସୁରକ୍ଷା ଯୁନିଟ, ଗଜପତି	[846, 1652, 1035, 1671]
table-cell: ୩୧	[773, 2001, 847, 2020]
table-cell: dcpo.sonepur.od@nic.in	[1315, 2021, 1483, 2040]
table-cell: dcpo.balasore.od@nic.in	[1315, 1516, 1483, 1535]
icps-intro: ମହିଳା ଓ ଶିଶୁ ବିକାଶ ବିଭାଗ, ଓଡ଼ିଶା ସରକାରଙ୍କ ଅଧୀନରେ ଓଡ଼ିଶା ରାଜ୍ୟ ଶିଶୁ ସୁରକ୍ଷା ସମିତି ମାଧ୍ୟମରେ ରାଜ୍ୟର ସମସ୍ତ ଜିଲ୍ଲାରେ ୧୮ ବର୍ଷରୁ କମ୍ ବୟସର ଶିଶୁ ମାନଙ୍କର ସୁରକ୍ଷା ନିମନ୍ତେ ଏହି ଯୋଜନାଟି କାର୍ଯ୍ୟକାରୀ ହେଉଅଛି ।	[16, 1413, 736, 1438]
table-row	[773, 1807, 1484, 1826]
table-cell: ୩୦	[773, 1982, 847, 2001]
cyan-dot	[720, 2318, 730, 2328]
ad-drda-no: No.4996 IAY/Dated 13.11.2014	[1235, 280, 1399, 292]
table-cell: ୧୨	[773, 1633, 847, 1652]
table-cell: dcpo.kalahandi.od@nic.in	[1315, 1749, 1483, 1768]
